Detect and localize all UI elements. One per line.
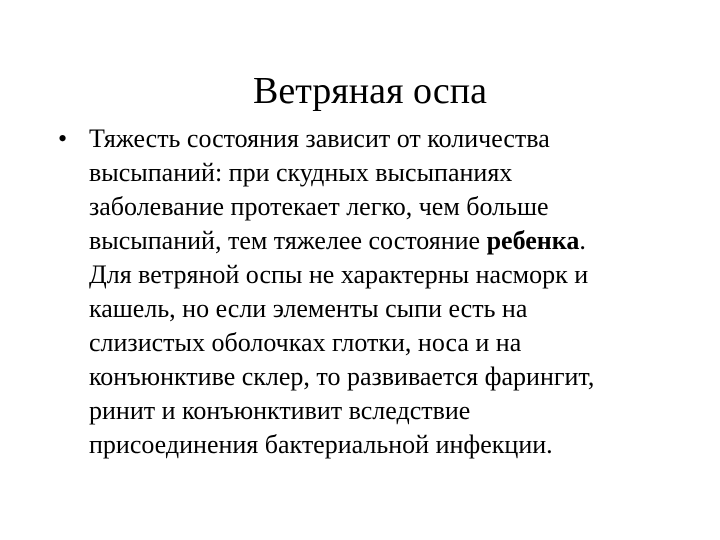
bullet-paragraph (89, 122, 669, 462)
paragraph-text: высыпаний, тем тяжелее состояние (89, 226, 487, 255)
paragraph-text: . (579, 226, 586, 255)
paragraph-line: заболевание протекает легко, чем больше (89, 192, 549, 221)
paragraph-line: ринит и конъюнктивит вследствие (89, 396, 471, 425)
paragraph-line: Для ветряной оспы не характерны насморк и (89, 260, 589, 289)
bullet-icon: • (58, 124, 68, 153)
paragraph-line: конъюнктиве склер, то развивается фарингит, (89, 362, 595, 391)
emphasized-word: ребенка (486, 226, 580, 255)
paragraph-line: высыпаний: при скудных высыпаниях (89, 158, 513, 187)
slide-title: Ветряная оспа (253, 70, 487, 112)
paragraph-line: кашель, но если элементы сыпи есть на (89, 294, 528, 323)
paragraph-line: Тяжесть состояния зависит от количества (89, 124, 550, 153)
paragraph-line: присоединения бактериальной инфекции. (89, 430, 553, 459)
paragraph-line: слизистых оболочках глотки, носа и на (89, 328, 522, 357)
paragraph-line (89, 224, 669, 258)
